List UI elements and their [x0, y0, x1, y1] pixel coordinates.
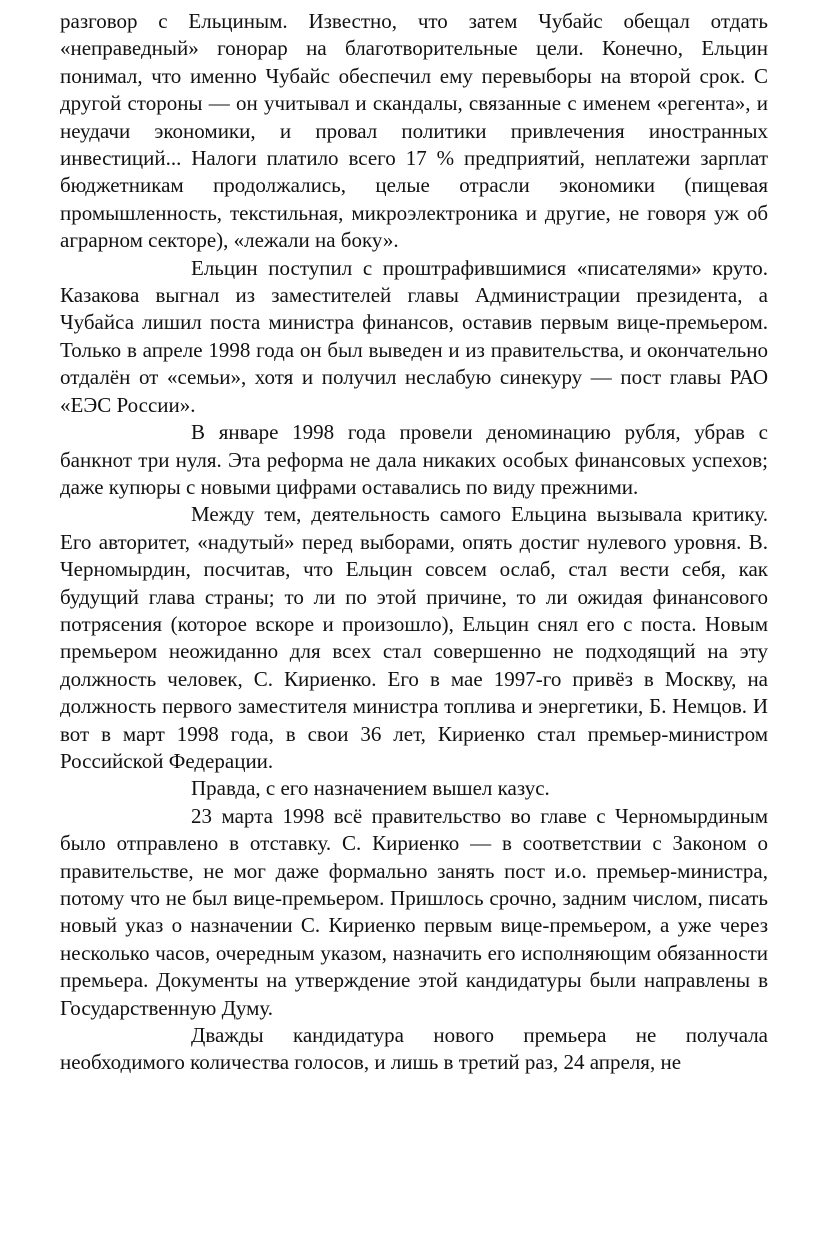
paragraph-1: разговор с Ельциным. Известно, что затем Чубайс обещал отдать «неправедный» гонорар на благотворительные цели. Конечно, Ельцин понимал, что именно Чубайс обеспечил ему перевыборы на второй срок. С другой стороны — он учитывал и скандалы, связанные с именем «регента», и неудачи экономики, и провал политики привлечения иностранных инвестиций... Налоги платило всего 17 % предприятий, неплатежи зарплат бюджетникам продолжались, целые отрасли экономики (пищевая промышленность, текстильная, микроэлектроника и другие, не говоря уж об аграрном секторе), «лежали на боку». [60, 9, 768, 253]
paragraph-7: Дважды кандидатура нового премьера не получала необходимого количества голосов, и лишь в третий раз, 24 апреля, не [60, 1023, 768, 1075]
paragraph-4: Между тем, деятельность самого Ельцина вызывала критику. Его авторитет, «надутый» перед выборами, опять достиг нулевого уровня. В. Черномырдин, посчитав, что Ельцин совсем ослаб, стал вести себя, как будущий глава страны; то ли по этой причине, то ли ожидая финансового потрясения (которое вскоре и произошло), Ельцин снял его с поста. Новым премьером неожиданно для всех стал совершенно не подходящий на эту должность человек, С. Кириенко. Его в мае 1997-го привёз в Москву, на должность первого заместителя министра топлива и энергетики, Б. Немцов. И вот в март 1998 года, в свои 36 лет, Кириенко стал премьер-министром Российской Федерации. [60, 502, 768, 773]
paragraph-6: 23 марта 1998 всё правительство во главе с Черномырдиным было отправлено в отставку. С. Кириенко — в соответствии с Законом о правительстве, не мог даже формально занять пост и.о. премьер-министра, потому что не был вице-премьером. Пришлось срочно, задним числом, писать новый указ о назначении С. Кириенко первым вице-премьером, а уже через несколько часов, очередным указом, назначить его исполняющим обязанности премьера. Документы на утверждение этой кандидатуры были направлены в Государственную Думу. [60, 803, 768, 1020]
document-page [60, 8, 768, 1077]
paragraph-3: В январе 1998 года провели деноминацию рубля, убрав с банкнот три нуля. Эта реформа не дала никаких особых финансовых успехов; даже купюры с новыми цифрами оставались по виду прежними. [60, 420, 768, 499]
paragraph-2: Ельцин поступил с проштрафившимися «писателями» круто. Казакова выгнал из заместителей главы Администрации президента, а Чубайса лишил поста министра финансов, оставив первым вице-премьером. Только в апреле 1998 года он был выведен и из правительства, и окончательно отдалён от «семьи», хотя и получил неслабую синекуру — пост главы РАО «ЕЭС России». [60, 255, 768, 417]
paragraph-5: Правда, с его назначением вышел казус. [191, 776, 550, 801]
